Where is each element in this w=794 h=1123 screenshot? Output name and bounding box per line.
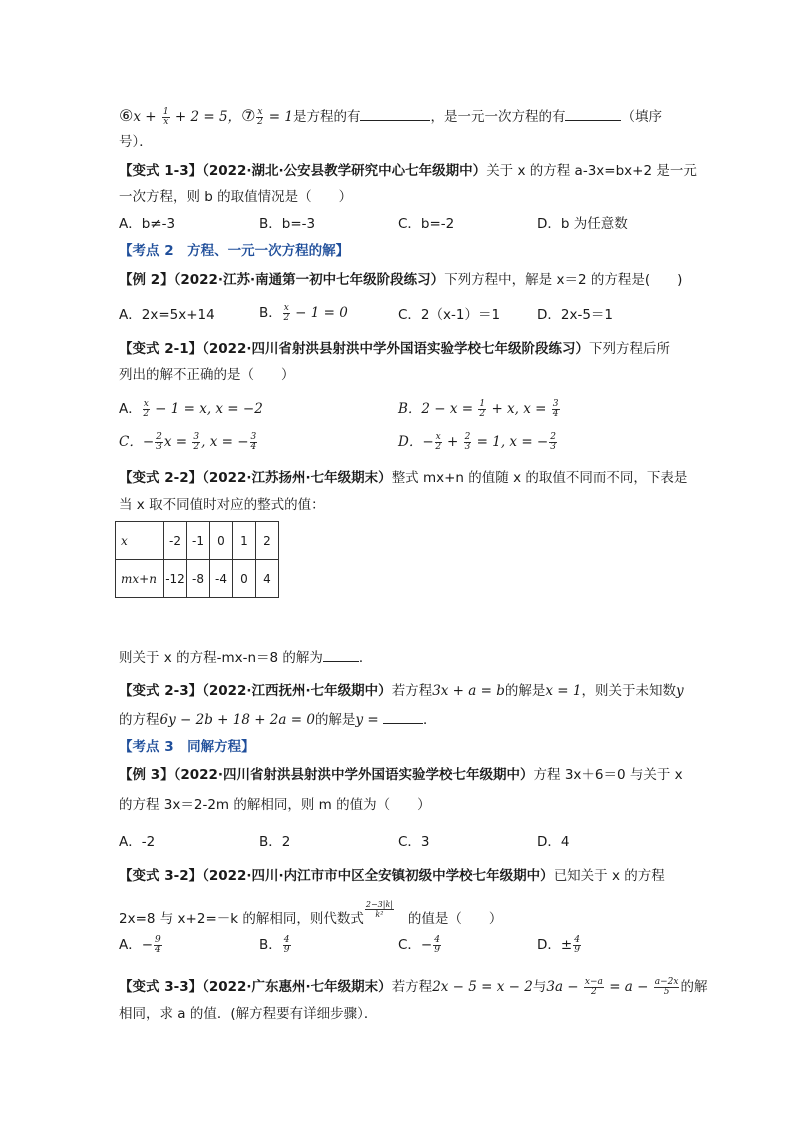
text: 的解 [680, 979, 708, 995]
period: ． [358, 650, 373, 666]
frac-den: 2 [257, 116, 263, 127]
example-2-line-1 [119, 270, 682, 290]
option-b[interactable] [259, 935, 292, 955]
frac-den: 3 [156, 441, 162, 452]
frac-den: 3 [464, 441, 471, 452]
option-letter: B． [259, 937, 282, 953]
frac-den: k² [375, 910, 384, 919]
option-c[interactable] [119, 432, 258, 452]
equation-mid: + [442, 434, 463, 450]
table-row [116, 560, 279, 598]
frac-num: 2 [156, 431, 162, 442]
frac-num: 2 [464, 431, 471, 442]
option-d[interactable]: D．4 [537, 834, 570, 850]
source-label: （2022·四川省射洪县射洪中学外国语实验学校七年级期中） [173, 767, 534, 783]
equation: 6y − 2b + 18 + 2a = 0 [159, 712, 315, 728]
frac-den: 2 [479, 408, 486, 419]
option-b[interactable] [259, 303, 348, 323]
text: 的解是 [504, 683, 546, 699]
equation: x = 1 [545, 683, 582, 699]
variant-1-3-line-1 [119, 161, 697, 181]
frac-num: 3 [193, 431, 200, 442]
example-3-line-1 [119, 765, 683, 785]
variant-tag: 【变式 2-2】 [119, 470, 203, 486]
option-a[interactable]: A．b≠-3 [119, 216, 176, 232]
option-b[interactable]: B．b=-3 [259, 216, 316, 232]
option-letter: A． [119, 401, 142, 417]
table-cell: 1 [233, 522, 256, 560]
table-cell: 0 [233, 560, 256, 598]
option-d[interactable]: D．b 为任意数 [537, 216, 628, 232]
equation-head: C．− [119, 434, 155, 450]
question-text: 下列方程后所 [589, 341, 671, 357]
answer-blank[interactable] [383, 709, 423, 724]
frac-num: x [283, 302, 289, 313]
frac-den: 5 [663, 986, 670, 997]
frac-den: 4 [552, 408, 559, 419]
frac-den: 2 [283, 312, 290, 323]
question-fragment-line-1 [119, 106, 662, 127]
option-d[interactable] [398, 432, 558, 452]
text-fill-number: （填序 [621, 109, 662, 125]
question-text: 关于 x 的方程 a-3x=bx+2 是一元 [486, 163, 697, 179]
source-label: （2022·广东惠州·七年级期末） [202, 979, 392, 995]
circle-6-marker: ⑥ [119, 106, 134, 125]
fraction [573, 936, 581, 955]
fraction [549, 433, 557, 452]
equation-tail: − 1 = 0 [290, 305, 348, 321]
variant-2-1-line-2: 列出的解不正确的是（ ） [119, 367, 295, 383]
frac-den: 2 [591, 986, 597, 997]
variant-1-3-line-2: 一次方程，则 b 的取值情况是（ ） [119, 189, 353, 205]
frac-num: 1 [162, 106, 169, 117]
frac-num: 1 [479, 398, 486, 409]
variant-3-2-line-2 [119, 900, 502, 929]
equation-mid: x = [163, 434, 192, 450]
frac-num: 4 [434, 934, 440, 945]
option-a[interactable]: A．-2 [119, 834, 156, 850]
equation-head: B．2 − x = [398, 401, 478, 417]
values-table [115, 521, 279, 598]
table-cell: 0 [210, 522, 233, 560]
frac-num: x [143, 398, 149, 409]
equation: = a − [604, 979, 653, 995]
option-b[interactable] [398, 399, 561, 419]
equation: 3x + a = b [432, 683, 505, 699]
source-label: （2022·江苏·南通第一初中七年级阶段练习） [173, 272, 445, 288]
example-tag: 【例 3】 [119, 767, 174, 783]
fraction-x-over-2 [256, 108, 263, 127]
fraction [155, 433, 163, 452]
frac-den: 4 [155, 944, 161, 955]
text: ，则关于未知数 [581, 683, 676, 699]
fraction [250, 433, 258, 452]
source-label: （2022·江苏扬州·七年级期末） [202, 470, 392, 486]
equation-head: D．− [398, 434, 434, 450]
frac-num: 3 [552, 398, 559, 409]
variant-3-2-line-1 [119, 866, 665, 886]
variant-tag: 【变式 3-2】 [119, 868, 203, 884]
variable: y [675, 683, 684, 699]
fraction [435, 433, 442, 452]
fraction [433, 936, 441, 955]
table-cell: -4 [210, 560, 233, 598]
frac-num: 4 [283, 934, 290, 945]
option-letter: D．± [537, 937, 573, 953]
fraction-expression [365, 900, 394, 919]
frac-den: 9 [574, 944, 580, 955]
question-text: 则关于 x 的方程-mx-n＝8 的解为 [119, 650, 323, 666]
frac-num: 4 [574, 934, 580, 945]
equation: 3a − [546, 979, 583, 995]
table-cell: 2 [256, 522, 279, 560]
frac-num: x−a [584, 976, 603, 987]
option-a[interactable]: A．2x=5x+14 [119, 307, 215, 323]
topic-2-heading: 【考点 2 方程、一元一次方程的解】 [119, 243, 350, 259]
table-row [116, 522, 279, 560]
table-cell: -1 [187, 522, 210, 560]
option-a[interactable] [119, 935, 163, 955]
frac-num: a−2x [654, 976, 679, 987]
variant-2-1-line-1 [119, 339, 670, 359]
source-label: （2022·四川·内江市市中区全安镇初级中学校七年级期中） [202, 868, 554, 884]
equation: y = [355, 712, 383, 728]
fraction [143, 400, 150, 419]
option-d[interactable] [537, 935, 582, 955]
option-c[interactable]: C．2（x-1）＝1 [398, 307, 501, 323]
variant-tag: 【变式 1-3】 [119, 163, 203, 179]
table-cell: -12 [164, 560, 187, 598]
frac-num: 2 [550, 431, 556, 442]
equation-mid: , x = − [201, 434, 249, 450]
variant-2-3-line-2 [119, 709, 436, 730]
text: 若方程 [391, 979, 433, 995]
frac-den: 2 [435, 441, 442, 452]
fraction [552, 400, 560, 419]
question-text: 已知关于 x 的方程 [553, 868, 665, 884]
frac-den: x [163, 116, 169, 127]
fraction [283, 936, 291, 955]
equation-7: = 1 [264, 109, 293, 125]
option-a[interactable] [119, 399, 263, 419]
option-c[interactable]: C．b=-2 [398, 216, 455, 232]
answer-blank-equations[interactable] [360, 106, 430, 121]
frac-den: 9 [283, 944, 290, 955]
frac-num: 2−3|k| [365, 900, 393, 909]
equation-6-part-a: x + [133, 109, 161, 125]
example-3-line-2: 的方程 3x＝2-2m 的解相同，则 m 的值为（ ） [119, 797, 431, 813]
frac-den: 9 [434, 944, 440, 955]
text-linear-equations-are: ，是一元一次方程的有 [430, 109, 566, 125]
frac-den: 2 [193, 441, 200, 452]
frac-den: 3 [550, 441, 556, 452]
frac-den: 2 [143, 408, 150, 419]
example-tag: 【例 2】 [119, 272, 174, 288]
equation: 2x − 5 = x − 2 [432, 979, 533, 995]
option-b[interactable]: B．2 [259, 834, 291, 850]
variant-3-3-line-2: 相同，求 a 的值．(解方程要有详细步骤）． [119, 1006, 378, 1022]
table-cell: -8 [187, 560, 210, 598]
fraction [654, 978, 680, 997]
source-label: （2022·江西抚州·七年级期中） [202, 683, 392, 699]
variant-2-3-line-1 [119, 681, 684, 701]
frac-num: 9 [155, 934, 161, 945]
text: 与 [532, 979, 547, 995]
equation-tail: − 1 = x, x = −2 [150, 401, 263, 417]
option-letter: B． [259, 305, 282, 321]
variant-2-2-line-3 [119, 647, 372, 668]
variant-2-2-line-2: 当 x 取不同值时对应的整式的值： [119, 497, 325, 513]
variant-tag: 【变式 2-1】 [119, 341, 203, 357]
variant-2-2-line-1 [119, 468, 687, 488]
period: ． [422, 712, 437, 728]
table-header-cell: x [116, 522, 164, 560]
question-text: 下列方程中，解是 x＝2 的方程是( ) [444, 272, 683, 288]
question-fragment-line-2: 号）． [119, 134, 153, 150]
fraction [154, 936, 162, 955]
table-cell: -2 [164, 522, 187, 560]
equation-mid: + x, x = [487, 401, 551, 417]
question-text: 方程 3x＋6＝0 与关于 x [533, 767, 683, 783]
fraction [464, 433, 472, 452]
frac-num: x [435, 431, 441, 442]
frac-num: x [257, 106, 263, 117]
variant-tag: 【变式 2-3】 [119, 683, 203, 699]
frac-num: 3 [250, 431, 257, 442]
source-label: （2022·湖北·公安县教学研究中心七年级期中） [202, 163, 487, 179]
text-equations-are: 是方程的有 [292, 109, 361, 125]
text: 的方程 [119, 712, 160, 728]
option-c[interactable] [398, 935, 442, 955]
question-text: 的值是（ ） [407, 911, 503, 927]
topic-3-heading: 【考点 3 同解方程】 [119, 739, 255, 755]
fraction-1-over-x [162, 108, 170, 127]
equation-6-part-b: + 2 = 5， [170, 109, 242, 125]
equation-mid: = 1, x = − [472, 434, 549, 450]
frac-den: 4 [250, 441, 257, 452]
option-c[interactable]: C．3 [398, 834, 430, 850]
option-letter: A．− [119, 937, 154, 953]
fraction [192, 433, 200, 452]
fraction-x-over-2 [283, 304, 290, 323]
variant-3-3-line-1 [119, 977, 707, 997]
fraction [478, 400, 486, 419]
table-cell: 4 [256, 560, 279, 598]
answer-blank-linear[interactable] [565, 106, 621, 121]
option-letter: C．− [398, 937, 433, 953]
variant-tag: 【变式 3-3】 [119, 979, 203, 995]
fraction [584, 978, 604, 997]
question-text: 整式 mx+n 的值随 x 的取值不同而不同，下表是 [391, 470, 688, 486]
option-d[interactable]: D．2x-5＝1 [537, 307, 614, 323]
text: 若方程 [391, 683, 433, 699]
table-header-cell: mx+n [116, 560, 164, 598]
answer-blank[interactable] [323, 647, 359, 662]
source-label: （2022·四川省射洪县射洪中学外国语实验学校七年级阶段练习） [202, 341, 590, 357]
question-text: 2x=8 与 x+2=－k 的解相同，则代数式 [119, 911, 364, 927]
circle-7-marker: ⑦ [241, 106, 256, 125]
text: 的解是 [314, 712, 356, 728]
